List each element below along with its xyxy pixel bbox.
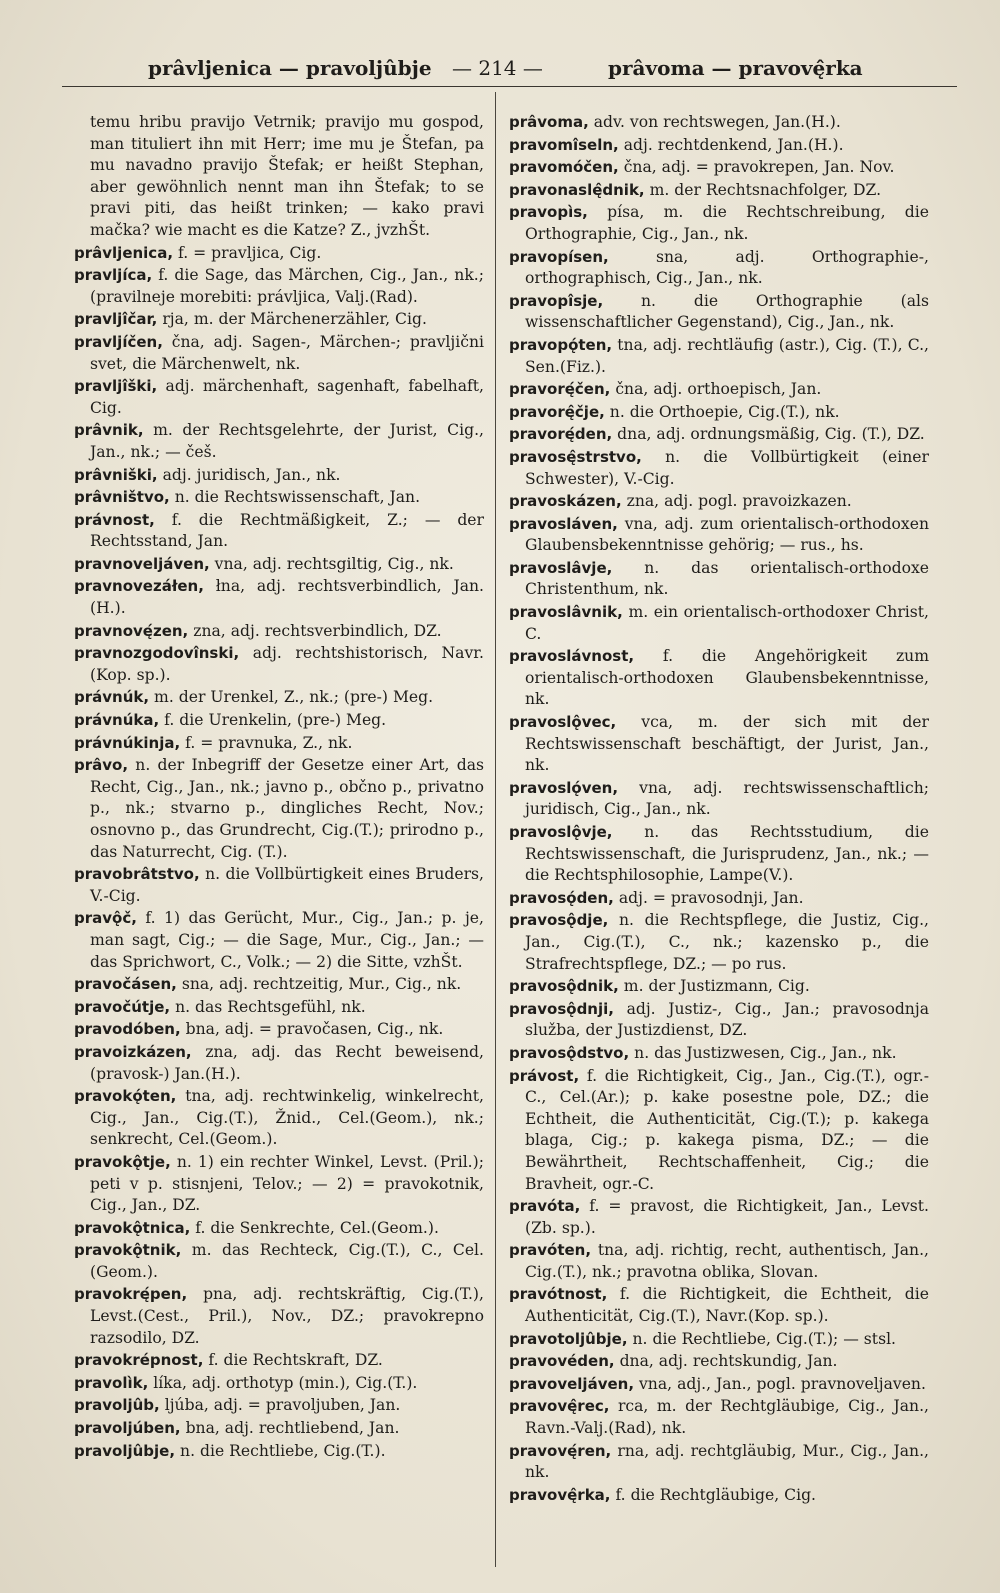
dictionary-entry (509, 976, 929, 998)
entry-definition: rca, m. der Rechtgläubige, Cig., Jan., Ravn.-Valj.(Rad), nk. (525, 1397, 929, 1438)
entry-headword: pravopísen, (509, 247, 609, 266)
entry-definition: n. die Vollbürtigkeit (einer Schwester), V.-Cig. (525, 447, 929, 488)
dictionary-entry (74, 755, 484, 863)
entry-definition: f. 1) das Gerücht, Mur., Cig., Jan.; p. je, man sagt, Cig.; — die Sage, Mur., Cig., Jan.; — das Sprichwort, C., Volk.; — 2) die Sitte, vzhŠt. (90, 909, 484, 971)
entry-definition: bna, adj. rechtliebend, Jan. (185, 1419, 400, 1438)
dictionary-entry (509, 999, 929, 1042)
entry-headword: pravosǫ̂dje, (509, 911, 609, 930)
entry-headword: pravoslávnost, (509, 647, 635, 666)
entry-headword: pravokrę́pen, (74, 1285, 188, 1304)
entry-headword: pravovę̂rka, (509, 1485, 611, 1504)
dictionary-entry (509, 778, 929, 821)
entry-definition: n. die Orthographie (als wissenschaftlicher Gegenstand), Cig., Jan., nk. (525, 291, 929, 332)
entry-headword: pravosǫ̂dstvo, (509, 1043, 630, 1062)
entry-headword: pravobrâtstvo, (74, 865, 200, 884)
entry-definition: adj. juridisch, Jan., nk. (162, 465, 341, 484)
entry-headword: pravoslâvje, (509, 558, 613, 577)
entry-headword: pravoizkázen, (74, 1042, 192, 1061)
entry-definition: f. die Sage, das Märchen, Cig., Jan., nk.; (pravilneje morebiti: právljica, Valj.(Rad). (90, 266, 484, 306)
entry-definition: bna, adj. = pravočasen, Cig., nk. (185, 1020, 444, 1039)
entry-headword: pravosláven, (509, 514, 618, 533)
dictionary-entry (74, 265, 484, 308)
dictionary-entry (74, 332, 484, 375)
entry-definition: adj. märchenhaft, sagenhaft, fabelhaft, Cig. (90, 377, 484, 417)
entry-headword: pravopîsje, (509, 291, 604, 310)
entry-definition: n. die Rechtswissenschaft, Jan. (174, 488, 421, 507)
entry-definition: n. der Inbegriff der Gesetze einer Art, das Recht, Cig., Jan., nk.; javno p., občno p., privatno p., nk.; stvarno p., dingliches Recht, Nov.; osnovno p., das Grundrecht, Cig.(T.); prirodno p., das Naturrecht, Cig. (T.). (90, 756, 484, 861)
dictionary-entry (509, 135, 929, 157)
entry-definition: tna, adj. rechtläufig (astr.), Cig. (T.), C., Sen.(Fiz.). (525, 335, 929, 376)
entry-headword: prâvoma, (509, 113, 589, 131)
dictionary-entry (509, 247, 929, 290)
entry-definition: čna, adj. orthoepisch, Jan. (615, 380, 822, 399)
dictionary-entry (74, 243, 484, 265)
dictionary-entry (74, 687, 484, 709)
dictionary-entry (509, 602, 929, 645)
entry-definition: f. die Rechtmäßigkeit, Z.; — der Rechtsstand, Jan. (90, 510, 484, 551)
entry-headword: pravóten, (509, 1241, 592, 1260)
entry-headword: pravokǫ̂tnica, (74, 1218, 191, 1237)
entry-headword: pravorę́čen, (509, 380, 611, 399)
dictionary-entry (74, 487, 484, 509)
dictionary-entry (74, 643, 484, 686)
entry-definition: n. das orientalisch-orthodoxe Christenthum, nk. (525, 558, 929, 599)
entry-headword: prâvniški, (74, 465, 158, 484)
entry-definition: zna, adj. pogl. pravoizkazen. (626, 492, 852, 511)
entry-definition: zna, adj. das Recht beweisend, (pravosk-) Jan.(H.). (90, 1042, 484, 1083)
entry-definition: f. = pravljica, Cig. (178, 243, 322, 262)
entry-definition: n. die Orthoepie, Cig.(T.), nk. (609, 402, 840, 421)
entry-headword: prâvnik, (74, 421, 144, 440)
entry-headword: pravorę́den, (509, 425, 613, 444)
dictionary-entry (74, 864, 484, 907)
entry-headword: pravovę̂rec, (509, 1397, 610, 1416)
entry-definition: f. die Angehörigkeit zum orientalisch-orthodoxen Glaubensbekenntnisse, nk. (525, 647, 929, 709)
entry-definition: n. das Rechtsstudium, die Rechtswissenschaft, die Jurisprudenz, Jan., nk.; — die Rechtsphilosophie, Lampe(V.). (525, 823, 929, 885)
entry-headword: pravóta, (509, 1197, 581, 1216)
entry-headword: prâvo, (74, 756, 129, 775)
entry-headword: pravopìs, (509, 203, 588, 222)
entry-definition: n. 1) ein rechter Winkel, Levst. (Pril.); peti v p. stisnjeni, Telov.; — 2) = pravokotnik, Cig., Jan., DZ. (90, 1152, 484, 1215)
dictionary-entry (74, 1152, 484, 1217)
dictionary-entry (74, 733, 484, 755)
column-divider (495, 92, 496, 1567)
entry-headword: pravljîški, (74, 377, 158, 396)
dictionary-entry (509, 1396, 929, 1439)
entry-definition: m. das Rechteck, Cig.(T.), C., Cel.(Geom.). (90, 1241, 484, 1281)
dictionary-entry (509, 1284, 929, 1327)
dictionary-entry (74, 510, 484, 553)
dictionary-entry (74, 309, 484, 331)
right-column (509, 112, 929, 1507)
entry-definition: vca, m. der sich mit der Rechtswissenschaft beschäftigt, der Jurist, Jan., nk. (525, 713, 929, 775)
entry-definition: vna, adj. zum orientalisch-orthodoxen Glaubensbekenntnisse gehörig; — rus., hs. (525, 514, 929, 555)
dictionary-entry (74, 420, 484, 463)
dictionary-entry (509, 291, 929, 334)
page-number: — 214 — (452, 56, 543, 80)
dictionary-entry (74, 621, 484, 643)
entry-definition: dna, adj. ordnungsmäßig, Cig. (T.), DZ. (617, 425, 925, 444)
entry-headword: pravopǫ́ten, (509, 335, 613, 354)
entry-definition: vna, adj. rechtswissenschaftlich; juridisch, Cig., Jan., nk. (525, 778, 929, 819)
dictionary-entry (509, 424, 929, 446)
entry-definition: rja, m. der Märchenerzähler, Cig. (162, 310, 427, 329)
entry-headword: pravoljûb, (74, 1396, 160, 1415)
entry-definition: n. das Justizwesen, Cig., Jan., nk. (634, 1043, 897, 1062)
entry-headword: pravljíca, (74, 266, 153, 285)
dictionary-entry (74, 1240, 484, 1283)
dictionary-entry (74, 1418, 484, 1440)
entry-definition: f. = pravnuka, Z., nk. (185, 733, 353, 752)
entry-headword: pravodóben, (74, 1020, 181, 1039)
dictionary-entry (509, 1441, 929, 1484)
entry-definition: m. der Urenkel, Z., nk.; (pre-) Meg. (154, 688, 434, 707)
dictionary-entry (74, 710, 484, 732)
entry-definition: sna, adj. rechtzeitig, Mur., Cig., nk. (181, 975, 462, 994)
dictionary-entry (509, 1196, 929, 1239)
entry-headword: pravoslǫ́ven, (509, 778, 619, 797)
entry-definition: temu hribu pravijo Vetrnik; pravijo mu gospod, man tituliert ihn mit Herr; ime mu je Štefan, pa mu navadno pravijo Štefak; er heißt Stephan, aber gewöhnlich nennt man ihn Štefak; to se pravi piti, das heißt trinken; — kako pravi mačka? wie macht es die Katze? Z., jvzhŠt. (90, 113, 484, 239)
entry-headword: pravomîseln, (509, 135, 619, 154)
dictionary-entry (509, 1329, 929, 1351)
dictionary-entry (509, 558, 929, 601)
entry-definition: m. der Rechtsgelehrte, der Jurist, Cig., Jan., nk.; — češ. (90, 421, 484, 461)
entry-headword: pravovę́ren, (509, 1441, 612, 1460)
entry-headword: pravokǫ̂tnik, (74, 1241, 182, 1260)
entry-definition: rna, adj. rechtgläubig, Mur., Cig., Jan., nk. (525, 1441, 929, 1482)
entry-headword: pravonaslę̂dnik, (509, 180, 645, 199)
entry-headword: pravljîčar, (74, 310, 158, 329)
entry-definition: čna, adj. Sagen-, Märchen-; pravljični svet, die Märchenwelt, nk. (90, 332, 484, 373)
dictionary-entry (74, 1019, 484, 1041)
entry-headword: pravosǫ̂dnik, (509, 977, 619, 996)
dictionary-entry (509, 202, 929, 245)
dictionary-entry (509, 514, 929, 557)
entry-headword: právnúka, (74, 711, 160, 730)
dictionary-entry (74, 908, 484, 973)
entry-definition: tna, adj. rechtwinkelig, winkelrecht, Cig., Jan., Cig.(T.), Žnid., Cel.(Geom.), nk.; senkrecht, Cel.(Geom.). (90, 1087, 484, 1149)
entry-headword: pravočásen, (74, 975, 177, 994)
entry-headword: právnost, (74, 510, 155, 529)
running-head (0, 44, 1000, 84)
entry-headword: právost, (509, 1066, 580, 1085)
entry-definition: f. die Rechtskraft, DZ. (208, 1351, 383, 1370)
dictionary-entry (74, 1042, 484, 1085)
entry-definition: čna, adj. = pravokrepen, Jan. Nov. (623, 158, 895, 177)
header-right-range: prâvoma — pravovę̂rka (608, 56, 863, 80)
dictionary-entry (509, 180, 929, 202)
entry-headword: pravosǫ̂dnji, (509, 999, 614, 1018)
entry-definition: n. das Rechtsgefühl, nk. (175, 997, 366, 1016)
entry-headword: pravoskázen, (509, 492, 622, 511)
entry-definition: m. ein orientalisch-orthodoxer Christ, C. (525, 603, 929, 643)
entry-headword: pravótnost, (509, 1285, 608, 1304)
header-rule (62, 86, 957, 87)
entry-definition: zna, adj. rechtsverbindlich, DZ. (193, 621, 442, 640)
entry-headword: pravljíčen, (74, 332, 163, 351)
dictionary-entry (74, 554, 484, 576)
dictionary-entry (509, 157, 929, 179)
entry-definition: n. die Rechtliebe, Cig.(T.); — stsl. (632, 1329, 897, 1348)
entry-headword: pravosǫ́den, (509, 888, 614, 907)
dictionary-entry (509, 1043, 929, 1065)
dictionary-entry (509, 910, 929, 975)
dictionary-entry (74, 376, 484, 419)
entry-definition: f. die Rechtgläubige, Cig. (615, 1485, 817, 1504)
entry-definition: m. der Rechtsnachfolger, DZ. (649, 180, 882, 199)
dictionary-entry (509, 712, 929, 777)
dictionary-entry (509, 1485, 929, 1507)
entry-definition: f. die Senkrechte, Cel.(Geom.). (195, 1218, 439, 1237)
entry-headword: pravnovę́zen, (74, 621, 189, 640)
dictionary-entry (74, 465, 484, 487)
entry-headword: prâvljenica, (74, 243, 174, 262)
entry-headword: pravoslǫ̂vje, (509, 823, 613, 841)
entry-definition: adj. Justiz-, Cig., Jan.; pravosodnja služba, der Justizdienst, DZ. (525, 999, 929, 1040)
dictionary-entry (74, 1218, 484, 1240)
entry-headword: pravokrépnost, (74, 1351, 204, 1370)
entry-definition: n. die Rechtspflege, die Justiz, Cig., Jan., Cig.(T.), C., nk.; kazensko p., die Strafrechtspflege, DZ.; — po rus. (525, 911, 929, 973)
dictionary-entry (74, 1395, 484, 1417)
dictionary-entry (74, 1350, 484, 1372)
dictionary-entry (509, 888, 929, 910)
entry-headword: pravnozgodovînski, (74, 644, 240, 663)
entry-definition: líka, adj. orthotyp (min.), Cig.(T.). (153, 1373, 418, 1392)
entry-definition: m. der Justizmann, Cig. (623, 977, 810, 996)
dictionary-entry (74, 997, 484, 1019)
entry-definition: f. die Richtigkeit, Cig., Jan., Cig.(T.), ogr.-C., Cel.(Ar.); p. kake posestne pole, DZ.; die Echtheit, die Authenticität, Cig.(T.); p. kakega blaga, Cig.; p. kakega pisma, DZ.; — die Bewährtheit, Rechtschaffenheit, Cig.; die Bravheit, ogr.-C. (525, 1066, 929, 1193)
entry-headword: pravosę̂strstvo, (509, 447, 642, 466)
entry-headword: pravovéden, (509, 1352, 615, 1371)
dictionary-entry (74, 1284, 484, 1349)
dictionary-entry (74, 974, 484, 996)
dictionary-entry (509, 646, 929, 711)
dictionary-entry (509, 379, 929, 401)
entry-headword: pravoslǫ̂vec, (509, 713, 617, 732)
left-column (74, 112, 484, 1463)
entry-headword: pravokǫ́ten, (74, 1087, 177, 1106)
entry-definition: písa, m. die Rechtschreibung, die Orthographie, Cig., Jan., nk. (525, 203, 929, 243)
dictionary-entry (509, 335, 929, 378)
entry-definition: tna, adj. richtig, recht, authentisch, Jan., Cig.(T.), nk.; pravotna oblika, Slovan. (525, 1241, 929, 1281)
dictionary-entry (509, 491, 929, 513)
entry-headword: pravolìk, (74, 1373, 149, 1392)
entry-definition: n. die Vollbürtigkeit eines Bruders, V.-Cig. (90, 865, 484, 905)
entry-definition: vna, adj., Jan., pogl. pravnoveljaven. (639, 1374, 926, 1393)
entry-definition: łna, adj. rechtsverbindlich, Jan. (H.). (90, 577, 484, 618)
entry-headword: právnúkinja, (74, 733, 181, 752)
dictionary-entry (509, 447, 929, 490)
entry-definition: ljúba, adj. = pravoljuben, Jan. (164, 1396, 401, 1415)
entry-headword: pravotoljûbje, (509, 1329, 628, 1348)
entry-headword: pravorę̂čje, (509, 402, 605, 421)
dictionary-entry (74, 1441, 484, 1463)
entry-headword: pravočútje, (74, 997, 171, 1016)
dictionary-entry (74, 576, 484, 619)
entry-definition: n. die Rechtliebe, Cig.(T.). (180, 1441, 386, 1460)
entry-headword: pravnoveljáven, (74, 554, 210, 573)
entry-definition: dna, adj. rechtskundig, Jan. (619, 1352, 838, 1371)
entry-headword: pravoveljáven, (509, 1374, 635, 1393)
entry-definition: pna, adj. rechtskräftig, Cig.(T.), Levst.(Cest., Pril.), Nov., DZ.; pravokrepno razsodilo, DZ. (90, 1285, 484, 1347)
dictionary-entry (74, 112, 484, 242)
header-left-range: prâvljenica — pravoljûbje (148, 56, 432, 80)
entry-headword: pravnovezáłen, (74, 577, 204, 596)
dictionary-entry (509, 1374, 929, 1396)
entry-headword: pravomóčen, (509, 158, 619, 177)
entry-definition: adj. rechtdenkend, Jan.(H.). (623, 135, 844, 154)
entry-headword: pravoljúben, (74, 1419, 181, 1438)
entry-headword: pravoljûbje, (74, 1441, 176, 1460)
entry-headword: pravoslâvnik, (509, 603, 623, 622)
dictionary-entry (509, 112, 929, 134)
dictionary-entry (509, 1240, 929, 1283)
entry-definition: f. = pravost, die Richtigkeit, Jan., Levst.(Zb. sp.). (525, 1197, 929, 1237)
dictionary-entry (74, 1373, 484, 1395)
dictionary-entry (509, 822, 929, 887)
dictionary-entry (509, 1351, 929, 1373)
entry-headword: pravǫ̂č, (74, 909, 137, 928)
dictionary-entry (74, 1086, 484, 1151)
entry-definition: f. die Urenkelin, (pre-) Meg. (164, 711, 387, 730)
entry-definition: vna, adj. rechtsgiltig, Cig., nk. (214, 554, 454, 573)
dictionary-entry (509, 402, 929, 424)
entry-definition: f. die Richtigkeit, die Echtheit, die Authenticität, Cig.(T.), Navr.(Kop. sp.). (525, 1285, 929, 1326)
entry-definition: sna, adj. Orthographie-, orthographisch, Cig., Jan., nk. (525, 247, 929, 288)
entry-headword: právnúk, (74, 688, 150, 707)
entry-definition: adv. von rechtswegen, Jan.(H.). (593, 113, 841, 131)
dictionary-entry (509, 1066, 929, 1196)
entry-headword: prâvništvo, (74, 488, 170, 507)
entry-definition: adj. rechtshistorisch, Navr. (Kop. sp.). (90, 644, 484, 684)
entry-definition: adj. = pravosodnji, Jan. (618, 888, 804, 907)
entry-headword: pravokǫ̂tje, (74, 1152, 171, 1171)
